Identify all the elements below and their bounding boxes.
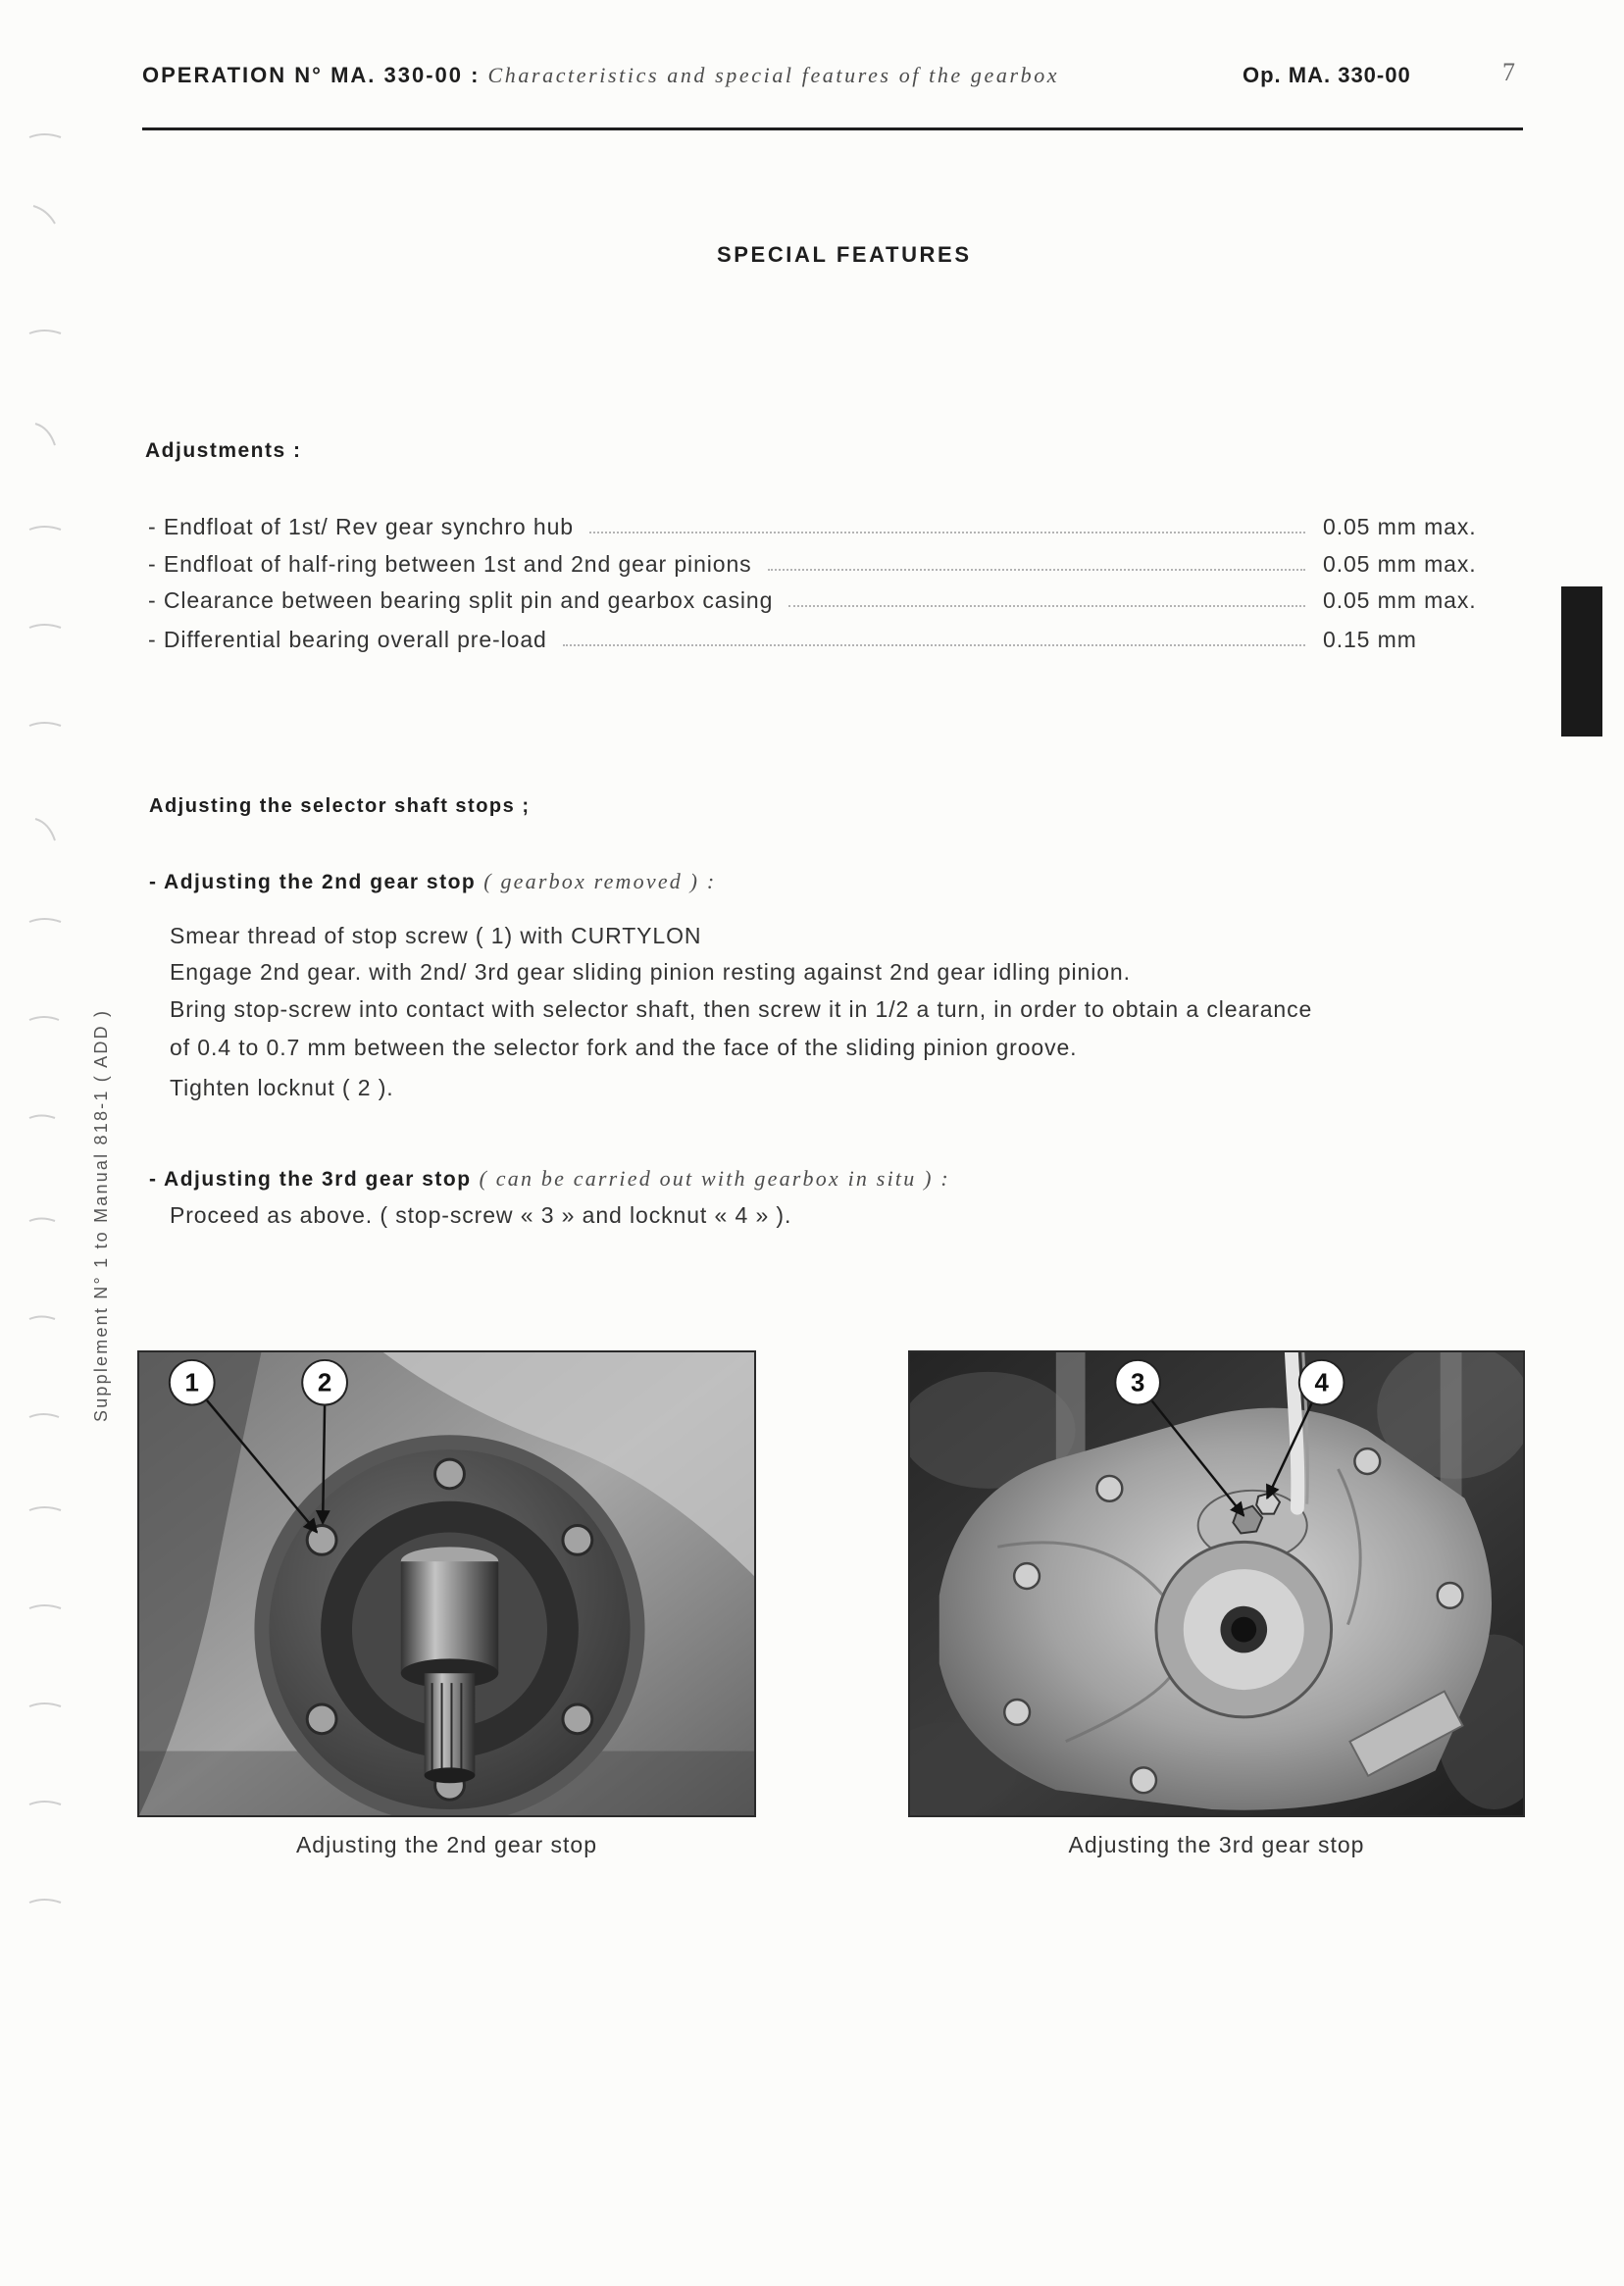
selector-stops-heading: Adjusting the selector shaft stops ;	[149, 795, 531, 817]
svg-text:1: 1	[184, 1369, 199, 1397]
instruction-line: Engage 2nd gear. with 2nd/ 3rd gear sliding pinion resting against 2nd gear idling pinion.	[170, 959, 1131, 985]
photo-caption: Adjusting the 3rd gear stop	[1068, 1832, 1365, 1857]
bolt	[1014, 1563, 1040, 1589]
bolt	[563, 1704, 592, 1734]
adjustment-row	[148, 585, 1510, 615]
second-gear-stop-heading	[149, 867, 716, 897]
svg-text:2: 2	[317, 1369, 332, 1397]
operation-reference: Op. MA. 330-00	[1243, 63, 1411, 87]
bolt	[1438, 1583, 1463, 1608]
dot-leader	[589, 532, 1305, 533]
adjustment-label: - Endfloat of half-ring between 1st and 2nd gear pinions	[148, 551, 752, 577]
cable	[1292, 1352, 1297, 1508]
output-boss	[1156, 1542, 1332, 1716]
dot-leader	[768, 569, 1305, 571]
operation-subtitle: Characteristics and special features of the gearbox	[487, 63, 1060, 87]
bolt	[1004, 1700, 1030, 1725]
section-title: SPECIAL FEATURES	[717, 242, 972, 267]
adjustment-row	[148, 549, 1510, 579]
adjustments-heading: Adjustments :	[145, 439, 302, 462]
header-rule	[142, 127, 1523, 130]
bolt	[1096, 1476, 1122, 1501]
bolt	[1354, 1448, 1380, 1474]
margin-scan-marks	[0, 0, 78, 2286]
bolt	[1131, 1767, 1156, 1793]
adjustment-value: 0.05 mm max.	[1323, 587, 1477, 613]
instruction-line: Bring stop-screw into contact with selector shaft, then screw it in 1/2 a turn, in order to obtain a clearance	[170, 996, 1313, 1022]
page-header	[142, 61, 1059, 93]
photo-3rd-gear-stop	[908, 1350, 1525, 1817]
instruction-line: Proceed as above. ( stop-screw « 3 » and locknut « 4 » ).	[170, 1202, 792, 1228]
operation-number: OPERATION N° MA. 330-00 :	[142, 63, 481, 87]
svg-text:3: 3	[1130, 1369, 1145, 1397]
bolt	[307, 1704, 336, 1734]
second-gear-stop-title: - Adjusting the 2nd gear stop	[149, 871, 477, 893]
bolt	[307, 1526, 336, 1555]
adjustment-label: - Endfloat of 1st/ Rev gear synchro hub	[148, 514, 574, 539]
bolt	[435, 1459, 465, 1489]
thumb-index-tab	[1561, 586, 1602, 737]
gearbox-flange-photo	[139, 1352, 754, 1815]
adjustment-value: 0.05 mm max.	[1323, 551, 1477, 577]
page-number: 7	[1502, 58, 1515, 86]
instruction-line: Smear thread of stop screw ( 1) with CURTYLON	[170, 923, 702, 948]
photo-caption: Adjusting the 2nd gear stop	[295, 1832, 598, 1857]
adjustment-row	[148, 625, 1510, 654]
adjustment-row	[148, 512, 1510, 541]
photo-2nd-gear-stop	[137, 1350, 756, 1817]
gearbox-casing-photo	[910, 1352, 1523, 1815]
second-gear-stop-note: ( gearbox removed ) :	[483, 869, 717, 893]
supplement-note: Supplement N° 1 to Manual 818-1 ( ADD )	[91, 1008, 111, 1422]
adjustment-label: - Clearance between bearing split pin and gearbox casing	[148, 587, 774, 613]
third-gear-stop-heading	[149, 1164, 950, 1194]
dot-leader	[788, 605, 1305, 607]
adjustment-label: - Differential bearing overall pre-load	[148, 627, 547, 652]
dot-leader	[563, 644, 1305, 646]
third-gear-stop-note: ( can be carried out with gearbox in situ ) :	[479, 1166, 950, 1191]
instruction-line: Tighten locknut ( 2 ).	[170, 1075, 394, 1100]
adjustment-value: 0.15 mm	[1323, 627, 1417, 652]
svg-text:4: 4	[1314, 1369, 1329, 1397]
instruction-line: of 0.4 to 0.7 mm between the selector fork and the face of the sliding pinion groove.	[170, 1035, 1078, 1060]
bolt	[563, 1526, 592, 1555]
adjustment-value: 0.05 mm max.	[1323, 514, 1477, 539]
third-gear-stop-title: - Adjusting the 3rd gear stop	[149, 1168, 472, 1191]
